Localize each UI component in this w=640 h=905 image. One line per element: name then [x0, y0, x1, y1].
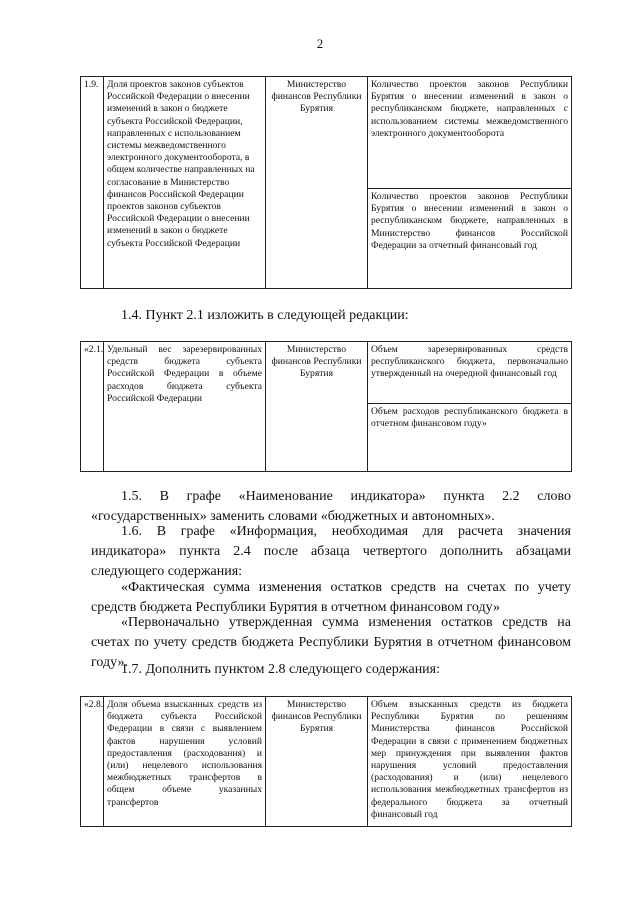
responsible-ministry: Министерство финансов Республики Бурятия: [266, 77, 368, 289]
calculation-info-2: Объем расходов республиканского бюджета в отчетном финансовом году»: [368, 404, 572, 472]
calculation-info-2: Количество проектов законов Республики Бурятия о внесении изменений в закон о республиканском бюджете, направленных в Министерство финансов Российской Федерации за отчетный финансовый год: [368, 189, 572, 289]
table-row: [81, 342, 572, 404]
amendment-heading-1-4: 1.4. Пункт 2.1 изложить в следующей редакции:: [121, 308, 409, 323]
added-paragraph-2: «Первоначально утвержденная сумма изменения остатков средств на счетах по учету средств бюджета Республики Бурятия в отчетном финансовом году».: [91, 615, 571, 670]
responsible-ministry: Министерство финансов Республики Бурятия: [266, 342, 368, 472]
indicator-table-2-8: [80, 696, 572, 827]
responsible-ministry: Министерство финансов Республики Бурятия: [266, 697, 368, 827]
indicator-table-1-9: [80, 76, 572, 289]
calculation-info-1: Объем взысканных средств из бюджета Республики Бурятия по решениям Министерства финансов Российской Федерации в связи с применением бюджетных мер принуждения при выявлении фактов нарушения условий предоставления (расходования) и (или) нецелевого использования межбюджетных трансфертов из федерального бюджета за отчетный финансовый год: [368, 697, 572, 827]
amendment-heading-1-7: 1.7. Дополнить пунктом 2.8 следующего содержания:: [121, 662, 441, 677]
indicator-name: Доля проектов законов субъектов Российской Федерации о внесении изменений в закон о бюджете субъекта Российской Федерации, направленных с использованием системы межведомственного электронного документооборота, в общем количестве направленных на согласование в Министерство финансов Российской Федерации проектов законов субъектов Российской Федерации о внесении изменений в закон о бюджете субъекта Российской Федерации: [104, 77, 266, 289]
page-number: 2: [316, 36, 324, 51]
indicator-name: Доля объема взысканных средств из бюджета субъекта Российской Федерации в связи с выявлением фактов нарушения условий предоставления (расходования) и (или) нецелевого использования межбюджетных трансфертов в общем объеме указанных трансфертов: [104, 697, 266, 827]
table-row: [81, 697, 572, 827]
indicator-number: «2.8.: [81, 697, 104, 827]
added-paragraph-1: «Фактическая сумма изменения остатков средств на счетах по учету средств бюджета Республики Бурятия в отчетном финансовом году»: [91, 580, 571, 615]
indicator-name: Удельный вес зарезервированных средств бюджета субъекта Российской Федерации в объеме расходов бюджета субъекта Российской Федерации: [104, 342, 266, 472]
amendment-paragraph-1-5: 1.5. В графе «Наименование индикатора» пункта 2.2 слово «государственных» заменить словами «бюджетных и автономных».: [91, 489, 571, 524]
indicator-table-2-1: [80, 341, 572, 472]
indicator-number: 1.9.: [81, 77, 104, 289]
calculation-info-1: Количество проектов законов Республики Бурятия о внесении изменений в закон о республиканском бюджете, направленных с использованием системы межведомственного электронного документооборота: [368, 77, 572, 189]
table-row: [81, 77, 572, 189]
amendment-paragraph-1-6: 1.6. В графе «Информация, необходимая для расчета значения индикатора» пункта 2.4 после абзаца четвертого дополнить абзацами следующего содержания:: [91, 524, 571, 579]
calculation-info-1: Объем зарезервированных средств республиканского бюджета, первоначально утвержденный на очередной финансовый год: [368, 342, 572, 404]
indicator-number: «2.1.: [81, 342, 104, 472]
